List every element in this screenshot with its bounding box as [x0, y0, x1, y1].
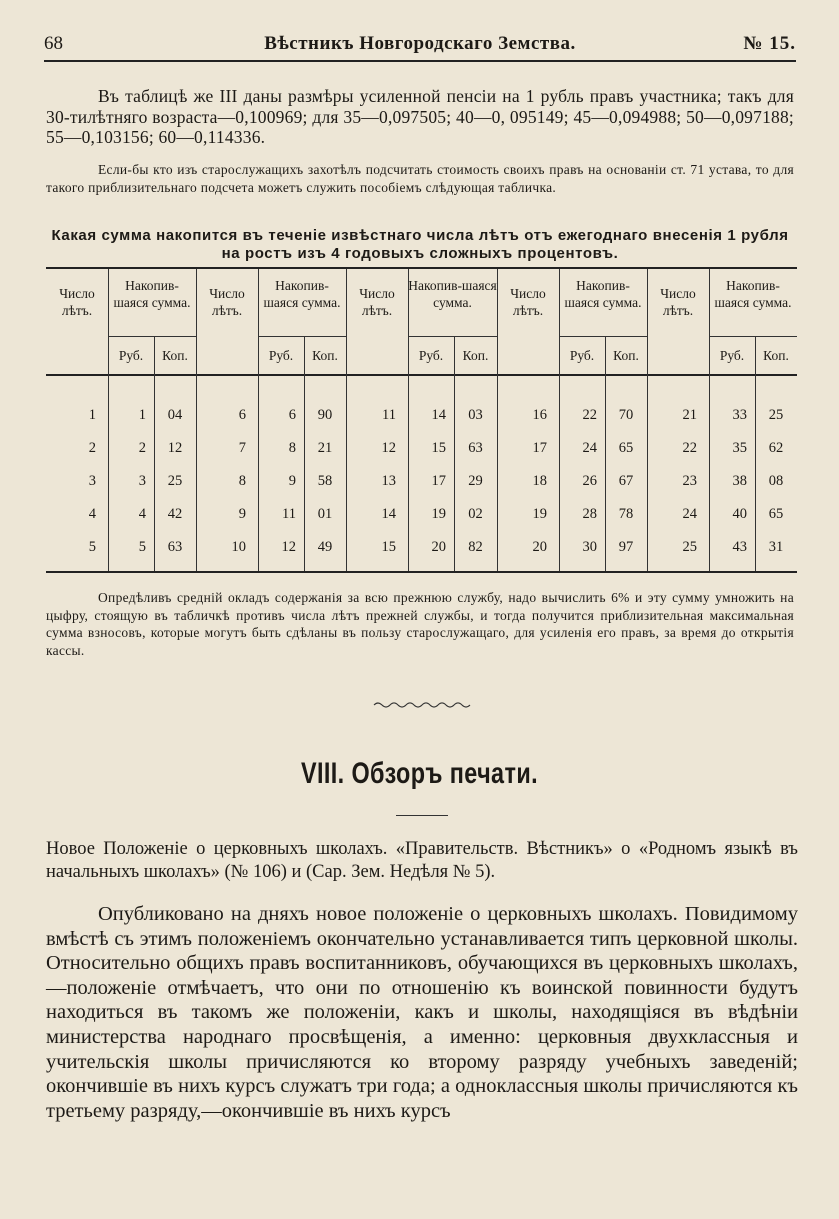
paragraph-table-usage: Опредѣливъ средній окладъ содержанія за всю прежнюю службу, надо вычислить 6% и эту сумму умножить на цыфру, стоящую въ табличкѣ противъ числа лѣтъ прежней службы, и тогда получится приблизительная максимальная сумма взносовъ, которые могутъ быть сдѣланы въ пользу старослужащаго, для усиленія его правъ, за время до открытія кассы.: [46, 590, 794, 658]
header-kop: Коп.: [162, 348, 188, 363]
cell-kop: 63: [468, 440, 483, 456]
header-rub: Руб.: [719, 348, 745, 363]
section-rule: [396, 815, 448, 816]
cell-years: 1: [88, 407, 96, 423]
header-years: Число лѣтъ.: [209, 286, 245, 318]
cell-rub: 28: [582, 506, 597, 522]
cell-years: 22: [682, 440, 697, 456]
header-rub: Руб.: [418, 348, 444, 363]
cell-kop: 82: [468, 539, 483, 555]
cell-kop: 65: [768, 506, 784, 522]
table-header-rule: [46, 374, 797, 376]
issue-number: № 15.: [743, 33, 796, 54]
cell-rub: 30: [582, 539, 597, 555]
cell-years: 13: [381, 473, 396, 489]
journal-title: Вѣстникъ Новгородскаго Земства.: [264, 33, 576, 54]
cell-years: 12: [381, 440, 396, 456]
header-years: Число лѣтъ.: [660, 286, 696, 318]
table-top-rule: [46, 267, 797, 269]
accumulation-table: [46, 267, 797, 573]
cell-kop: 02: [468, 506, 483, 522]
header-kop: Коп.: [462, 348, 489, 363]
paragraph-pension-sizes: Въ таблицѣ же III даны размѣры усиленной пенсіи на 1 рубль правъ участника; такъ для 30-тилѣтняго возраста—0,100969; для 35—0,097505; 40—0, 095149; 45—0,094988; 50—0,097188; 55—0,103156; 60—0,114336.: [46, 86, 794, 147]
header-sum: Накопив-шаяся сумма.: [714, 278, 792, 310]
cell-rub: 1: [138, 407, 146, 423]
cell-kop: 63: [167, 539, 183, 555]
article-body: Опубликовано на дняхъ новое положеніе о церковныхъ школахъ. Повидимому вмѣстѣ съ этимъ положеніемъ окончательно устанавливается типъ церковной школы. Относительно общихъ правъ воспитанниковъ, обучающихся въ церковныхъ школахъ,—положеніе отмѣчаетъ, что они по отношенію къ воинской повинности будутъ находиться въ такомъ же положеніи, какъ и школы, находящіяся въ вѣдѣніи министерства народнаго просвѣщенія, а именно: церковныя двухклассныя и учительскія школы причисляются ко второму разряду учебныхъ заведеній; окончившіе въ нихъ курсъ служатъ три года; а одноклассныя школы причисляются къ третьему разряду,—окончившіе въ нихъ курсъ: [46, 903, 798, 1122]
cell-years: 4: [88, 506, 96, 522]
cell-rub: 40: [732, 506, 747, 522]
cell-rub: 9: [288, 473, 296, 489]
cell-kop: 78: [618, 506, 634, 522]
cell-rub: 17: [431, 473, 446, 489]
cell-kop: 03: [468, 407, 483, 423]
cell-years: 21: [682, 407, 697, 423]
table-subheader-rule: [408, 336, 497, 337]
header-rub: Руб.: [118, 348, 144, 363]
cell-kop: 49: [317, 539, 333, 555]
cell-kop: 04: [167, 407, 183, 423]
header-sum: Накопив-шаяся сумма.: [408, 278, 497, 310]
table-subheader-rule: [258, 336, 346, 337]
cell-rub: 14: [431, 407, 446, 423]
cell-years: 3: [88, 473, 96, 489]
cell-rub: 2: [138, 440, 146, 456]
cell-kop: 62: [768, 440, 784, 456]
cell-rub: 22: [582, 407, 597, 423]
cell-rub: 12: [281, 539, 296, 555]
cell-years: 9: [238, 506, 246, 522]
cell-years: 18: [532, 473, 547, 489]
cell-years: 14: [381, 506, 396, 522]
cell-rub: 38: [732, 473, 747, 489]
table-subheader-rule: [108, 336, 196, 337]
cell-rub: 33: [732, 407, 747, 423]
cell-years: 19: [532, 506, 547, 522]
header-years: Число лѣтъ.: [59, 286, 95, 318]
cell-years: 20: [532, 539, 547, 555]
cell-kop: 25: [167, 473, 183, 489]
header-years: Число лѣтъ.: [359, 286, 395, 318]
article-headline: Новое Положеніе о церковныхъ школахъ. «Правительств. Вѣстникъ» о «Родномъ языкѣ въ начальныхъ школахъ» (№ 106) и (Сар. Зем. Недѣля № 5).: [46, 839, 798, 882]
header-rub: Руб.: [569, 348, 595, 363]
cell-years: 17: [532, 440, 547, 456]
cell-rub: 11: [282, 506, 296, 522]
header-kop: Коп.: [613, 348, 639, 363]
cell-years: 10: [231, 539, 246, 555]
cell-rub: 15: [431, 440, 446, 456]
cell-years: 6: [238, 407, 246, 423]
cell-years: 16: [532, 407, 547, 423]
cell-years: 8: [238, 473, 246, 489]
cell-kop: 12: [167, 440, 183, 456]
cell-years: 15: [381, 539, 396, 555]
page-number: 68: [44, 33, 63, 54]
cell-years: 7: [238, 440, 246, 456]
cell-rub: 24: [582, 440, 597, 456]
header-kop: Коп.: [312, 348, 338, 363]
header-years: Число лѣтъ.: [510, 286, 546, 318]
cell-rub: 43: [732, 539, 747, 555]
header-rule: [44, 60, 796, 62]
cell-rub: 6: [288, 407, 296, 423]
header-sum: Накопив-шаяся сумма.: [113, 278, 191, 310]
cell-kop: 08: [768, 473, 784, 489]
cell-kop: 97: [618, 539, 634, 555]
header-rub: Руб.: [268, 348, 294, 363]
cell-years: 2: [88, 440, 96, 456]
cell-rub: 26: [582, 473, 597, 489]
cell-kop: 01: [317, 506, 333, 522]
cell-kop: 67: [618, 473, 634, 489]
cell-kop: 25: [768, 407, 784, 423]
ornament-divider: [372, 700, 472, 710]
cell-rub: 20: [431, 539, 446, 555]
table-bottom-rule: [46, 571, 797, 573]
cell-years: 5: [88, 539, 96, 555]
cell-kop: 65: [618, 440, 634, 456]
cell-years: 11: [382, 407, 396, 423]
running-header: [44, 31, 796, 57]
cell-rub: 5: [138, 539, 146, 555]
table-subheader-rule: [559, 336, 647, 337]
cell-rub: 4: [138, 506, 146, 522]
cell-kop: 21: [317, 440, 333, 456]
cell-kop: 90: [317, 407, 333, 423]
header-sum: Накопив-шаяся сумма.: [564, 278, 642, 310]
cell-years: 23: [682, 473, 697, 489]
cell-kop: 58: [317, 473, 333, 489]
cell-years: 24: [682, 506, 697, 522]
paragraph-calculation-note: Если-бы кто изъ старослужащихъ захотѣлъ подсчитать стоимость своихъ правъ на основаніи ст. 71 устава, то для такого приблизительнаго подсчета можетъ служить пособіемъ слѣдующая табличка.: [46, 162, 794, 195]
cell-rub: 8: [288, 440, 296, 456]
header-sum: Накопив-шаяся сумма.: [263, 278, 341, 310]
cell-kop: 31: [768, 539, 784, 555]
cell-rub: 19: [431, 506, 446, 522]
section-title: VIII. Обзоръ печати.: [301, 757, 538, 790]
table-subheader-rule: [709, 336, 797, 337]
cell-rub: 35: [732, 440, 747, 456]
cell-years: 25: [682, 539, 697, 555]
cell-kop: 70: [618, 407, 634, 423]
cell-rub: 3: [138, 473, 146, 489]
header-kop: Коп.: [763, 348, 789, 363]
cell-kop: 29: [468, 473, 483, 489]
table-title: Какая сумма накопится въ теченіе извѣстнаго числа лѣтъ отъ ежегоднаго внесенія 1 рубля на ростъ изъ 4 годовыхъ сложныхъ процентовъ.: [51, 227, 789, 262]
cell-kop: 42: [167, 506, 183, 522]
